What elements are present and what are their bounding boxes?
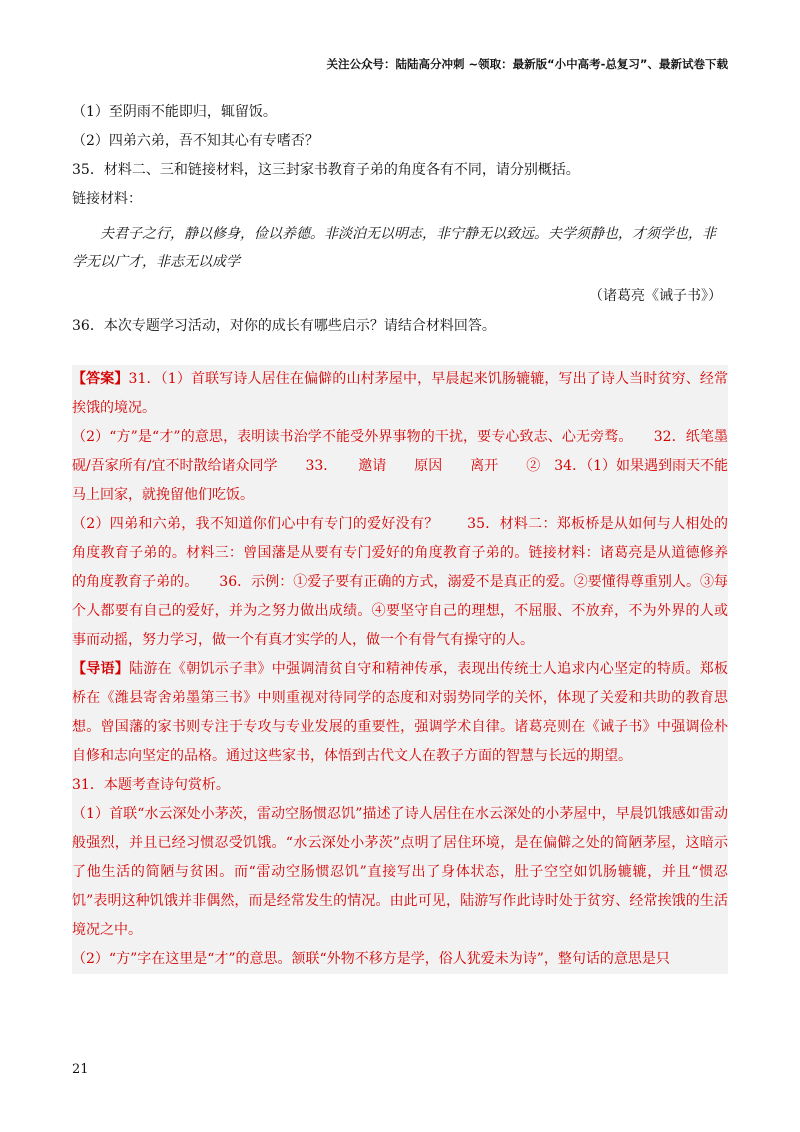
question-35: 35．材料二、三和链接材料，这三封家书教育子弟的角度各有不同，请分别概括。 [72, 162, 580, 178]
question-36: 36．本次专题学习活动，对你的成长有哪些启示？请结合材料回答。 [72, 318, 496, 334]
answer-block [72, 365, 728, 974]
guide-paragraph [72, 655, 728, 771]
page-header: 关注公众号：陆陆高分冲刺 ~领取：最新版“小中高考-总复习”、最新试卷下载 [326, 57, 728, 71]
question-34-item-2: （2）四弟六弟，吾不知其心有专嗜否？ [72, 133, 319, 149]
answer-paragraph-3: （2）四弟和六弟，我不知道你们心中有专门的爱好没有？ 35．材料二：郑板桥是从如何与人相处的角度教育子弟的。材料三：曾国藩是从要有专门爱好的角度教育子弟的。链接材料：诸葛亮是从道德修养的角度教育子弟的。 36．示例：①爱子要有正确的方式，溺爱不是真正的爱。②要懂得尊重别人。③每个人都要有自己的爱好，并为之努力做出成绩。④要坚守自己的理想，不屈服、不放弃，不为外界的人或事而动摇，努力学习，做一个有真才实学的人，做一个有骨气有操守的人。 [72, 516, 728, 648]
page-number: 21 [72, 1062, 89, 1077]
link-material-label: 链接材料： [72, 191, 142, 207]
link-material-quote: 夫君子之行，静以修身，俭以养德。非淡泊无以明志，非宁静无以致远。夫学须静也，才须学也，非学无以广才，非志无以成学 [72, 226, 716, 270]
answer-tag: 【答案】 [72, 371, 129, 387]
analysis-paragraph-3: （2）“方”字在这里是“才”的意思。颔联“外物不移方是学，俗人犹爱未为诗”，整句话的意思是只 [72, 951, 670, 967]
answer-text-1: 31．（1）首联写诗人居住在偏僻的山村茅屋中，早晨起来饥肠辘辘，写出了诗人当时贫穷、经常挨饿的境况。 [72, 371, 728, 416]
answer-paragraph-1 [72, 365, 728, 423]
quote-source: （诸葛亮《诫子书》） [589, 288, 722, 304]
analysis-paragraph-2: （1）首联“水云深处小茅茨，雷动空肠惯忍饥”描述了诗人居住在水云深处的小茅屋中，早晨饥饿感如雷动般强烈，并且已经习惯忍受饥饿。“水云深处小茅茨”点明了居住环境，是在偏僻之处的简陋茅屋，这暗示了他生活的简陋与贫困。而“雷动空肠惯忍饥”直接写出了身体状态，肚子空空如饥肠辘辘，并且“惯忍饥”表明这种饥饿并非偶然，而是经常发生的情况。由此可见，陆游写作此诗时处于贫穷、经常挨饿的生活境况之中。 [72, 806, 728, 938]
questions-section [72, 98, 728, 341]
answer-paragraph-2: （2）“方”是“才”的意思，表明读书治学不能受外界事物的干扰，要专心致志、心无旁骛。 32．纸笔墨砚/吾家所有/宜不时散给诸众同学 33． 邀请 原因 离开 ② 34．（1）如果遇到雨天不能马上回家，就挽留他们吃饭。 [72, 429, 728, 503]
guide-text: 陆游在《朝饥示子聿》中强调清贫自守和精神传承，表现出传统士人追求内心坚定的特质。郑板桥在《潍县寄舍弟墨第三书》中则重视对待同学的态度和对弱势同学的关怀，体现了关爱和共助的教育思想。曾国藩的家书则专注于专攻与专业发展的重要性，强调学术自律。诸葛亮则在《诫子书》中强调俭朴自修和志向坚定的品格。通过这些家书，体悟到古代文人在教子方面的智慧与长远的期望。 [72, 661, 729, 764]
question-34-item-1: （1）至阴雨不能即归，辄留饭。 [72, 104, 277, 120]
analysis-paragraph-1: 31．本题考查诗句赏析。 [72, 777, 230, 793]
guide-tag: 【导语】 [72, 661, 130, 677]
